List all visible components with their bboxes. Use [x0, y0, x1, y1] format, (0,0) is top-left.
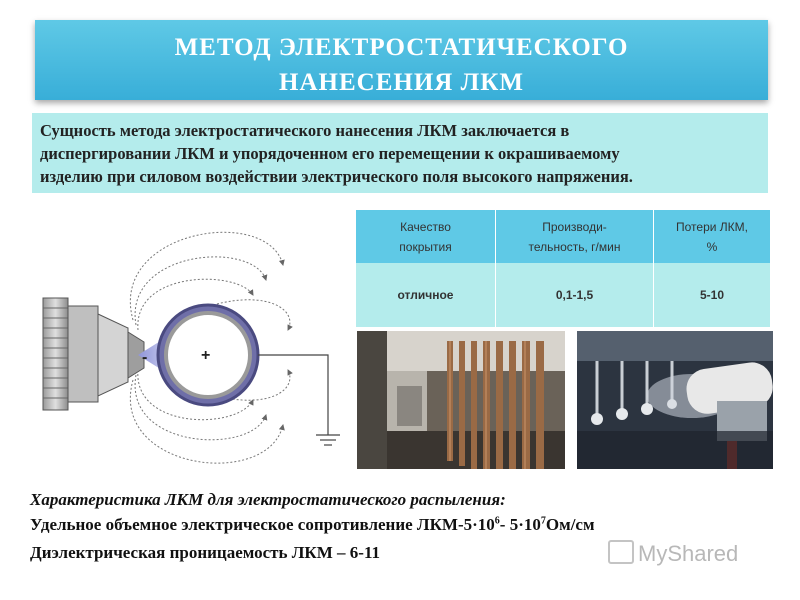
electrostatic-diagram	[38, 210, 353, 480]
header-quality: Качество покрытия	[356, 210, 496, 263]
table-header-row	[356, 210, 770, 263]
cell-quality: отличное	[356, 263, 496, 327]
permittivity-line: Диэлектрическая проницаемость ЛКМ – 6-11	[30, 543, 381, 562]
lkm-characteristics-heading: Характеристика ЛКМ для электростатического распыления:	[30, 490, 506, 509]
description-line-2: диспергировании ЛКМ и упорядоченном его перемещении к окрашиваемому	[40, 144, 620, 163]
table-row	[356, 263, 770, 327]
description-line-3: изделию при силовом воздействии электрического поля высокого напряжения.	[40, 167, 633, 186]
method-description	[32, 113, 768, 193]
title-line-1: МЕТОД ЭЛЕКТРОСТАТИЧЕСКОГО	[174, 34, 629, 61]
plus-sign: +	[201, 347, 211, 364]
title-line-2: НАНЕСЕНИЯ ЛКМ	[279, 69, 524, 96]
characteristics-table	[356, 210, 770, 327]
description-line-1: Сущность метода электростатического нанесения ЛКМ заключается в	[40, 121, 570, 140]
resistivity-line: Удельное объемное электрическое сопротивление ЛКМ-$5\cdot 10^6-$ $5\cdot 10^7Ом/см$	[30, 515, 595, 534]
header-productivity: Производи- тельность, г/мин	[496, 210, 654, 263]
slide-title	[35, 20, 768, 100]
sprayers-photo	[577, 331, 773, 469]
spray-booth-photo	[357, 331, 565, 469]
cell-productivity: 0,1-1,5	[496, 263, 654, 327]
minus-sign: -	[142, 349, 148, 366]
watermark-logo-icon	[608, 540, 634, 564]
watermark-text: MyShared	[638, 541, 739, 566]
spray-gun	[43, 298, 144, 410]
header-losses: Потери ЛКМ, %	[654, 210, 771, 263]
watermark	[608, 540, 738, 567]
cell-losses: 5-10	[654, 263, 771, 327]
ground-icon	[258, 355, 340, 445]
